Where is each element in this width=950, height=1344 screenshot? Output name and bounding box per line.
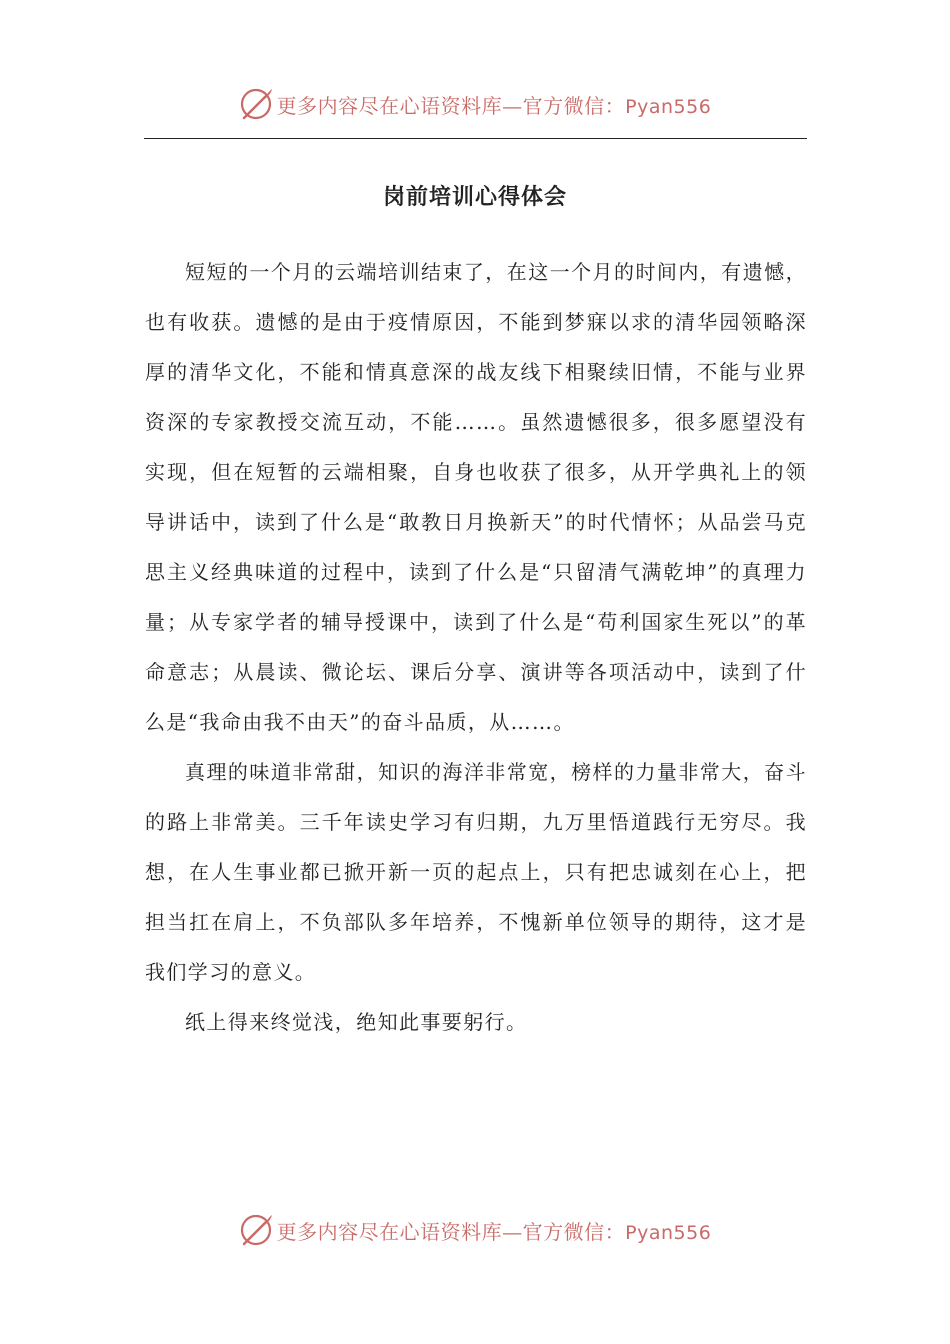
- header-divider: [144, 138, 807, 139]
- quill-pen-logo-icon: [239, 1213, 273, 1247]
- page-header-watermark: [0, 84, 950, 124]
- paragraph-3: 纸上得来终觉浅，绝知此事要躬行。: [185, 1010, 528, 1034]
- paragraph-2: 真理的味道非常甜，知识的海洋非常宽，榜样的力量非常大，奋斗的路上非常美。三千年读史学习有归期，九万里悟道践行无穷尽。我想，在人生事业都已掀开新一页的起点上，只有把忠诚刻在心上，把担当扛在肩上，不负部队多年培养，不愧新单位领导的期待，这才是我们学习的意义。: [145, 760, 807, 984]
- document-body: [145, 247, 807, 1047]
- wechat-id: Pyan556: [625, 95, 712, 118]
- brand-text: [277, 90, 712, 119]
- document-title: 岗前培训心得体会: [382, 184, 567, 210]
- paragraph-1: 短短的一个月的云端培训结束了，在这一个月的时间内，有遗憾，也有收获。遗憾的是由于疫情原因，不能到梦寐以求的清华园领略深厚的清华文化，不能和情真意深的战友线下相聚续旧情，不能与业界资深的专家教授交流互动，不能……。虽然遗憾很多，很多愿望没有实现，但在短暂的云端相聚，自身也收获了很多，从开学典礼上的领导讲话中，读到了什么是“敢教日月换新天”的时代情怀；从品尝马克思主义经典味道的过程中，读到了什么是“只留清气满乾坤”的真理力量；从专家学者的辅导授课中，读到了什么是“苟利国家生死以”的革命意志；从晨读、微论坛、课后分享、演讲等各项活动中，读到了什么是“我命由我不由天”的奋斗品质，从……。: [145, 260, 807, 734]
- quill-pen-logo-icon: [239, 87, 273, 121]
- brand-slogan: 更多内容尽在心语资料库—官方微信：: [276, 1219, 626, 1244]
- wechat-id: Pyan556: [625, 1221, 712, 1244]
- page-footer-watermark: [0, 1210, 950, 1250]
- brand-text: [277, 1216, 712, 1245]
- brand-slogan: 更多内容尽在心语资料库—官方微信：: [276, 93, 626, 118]
